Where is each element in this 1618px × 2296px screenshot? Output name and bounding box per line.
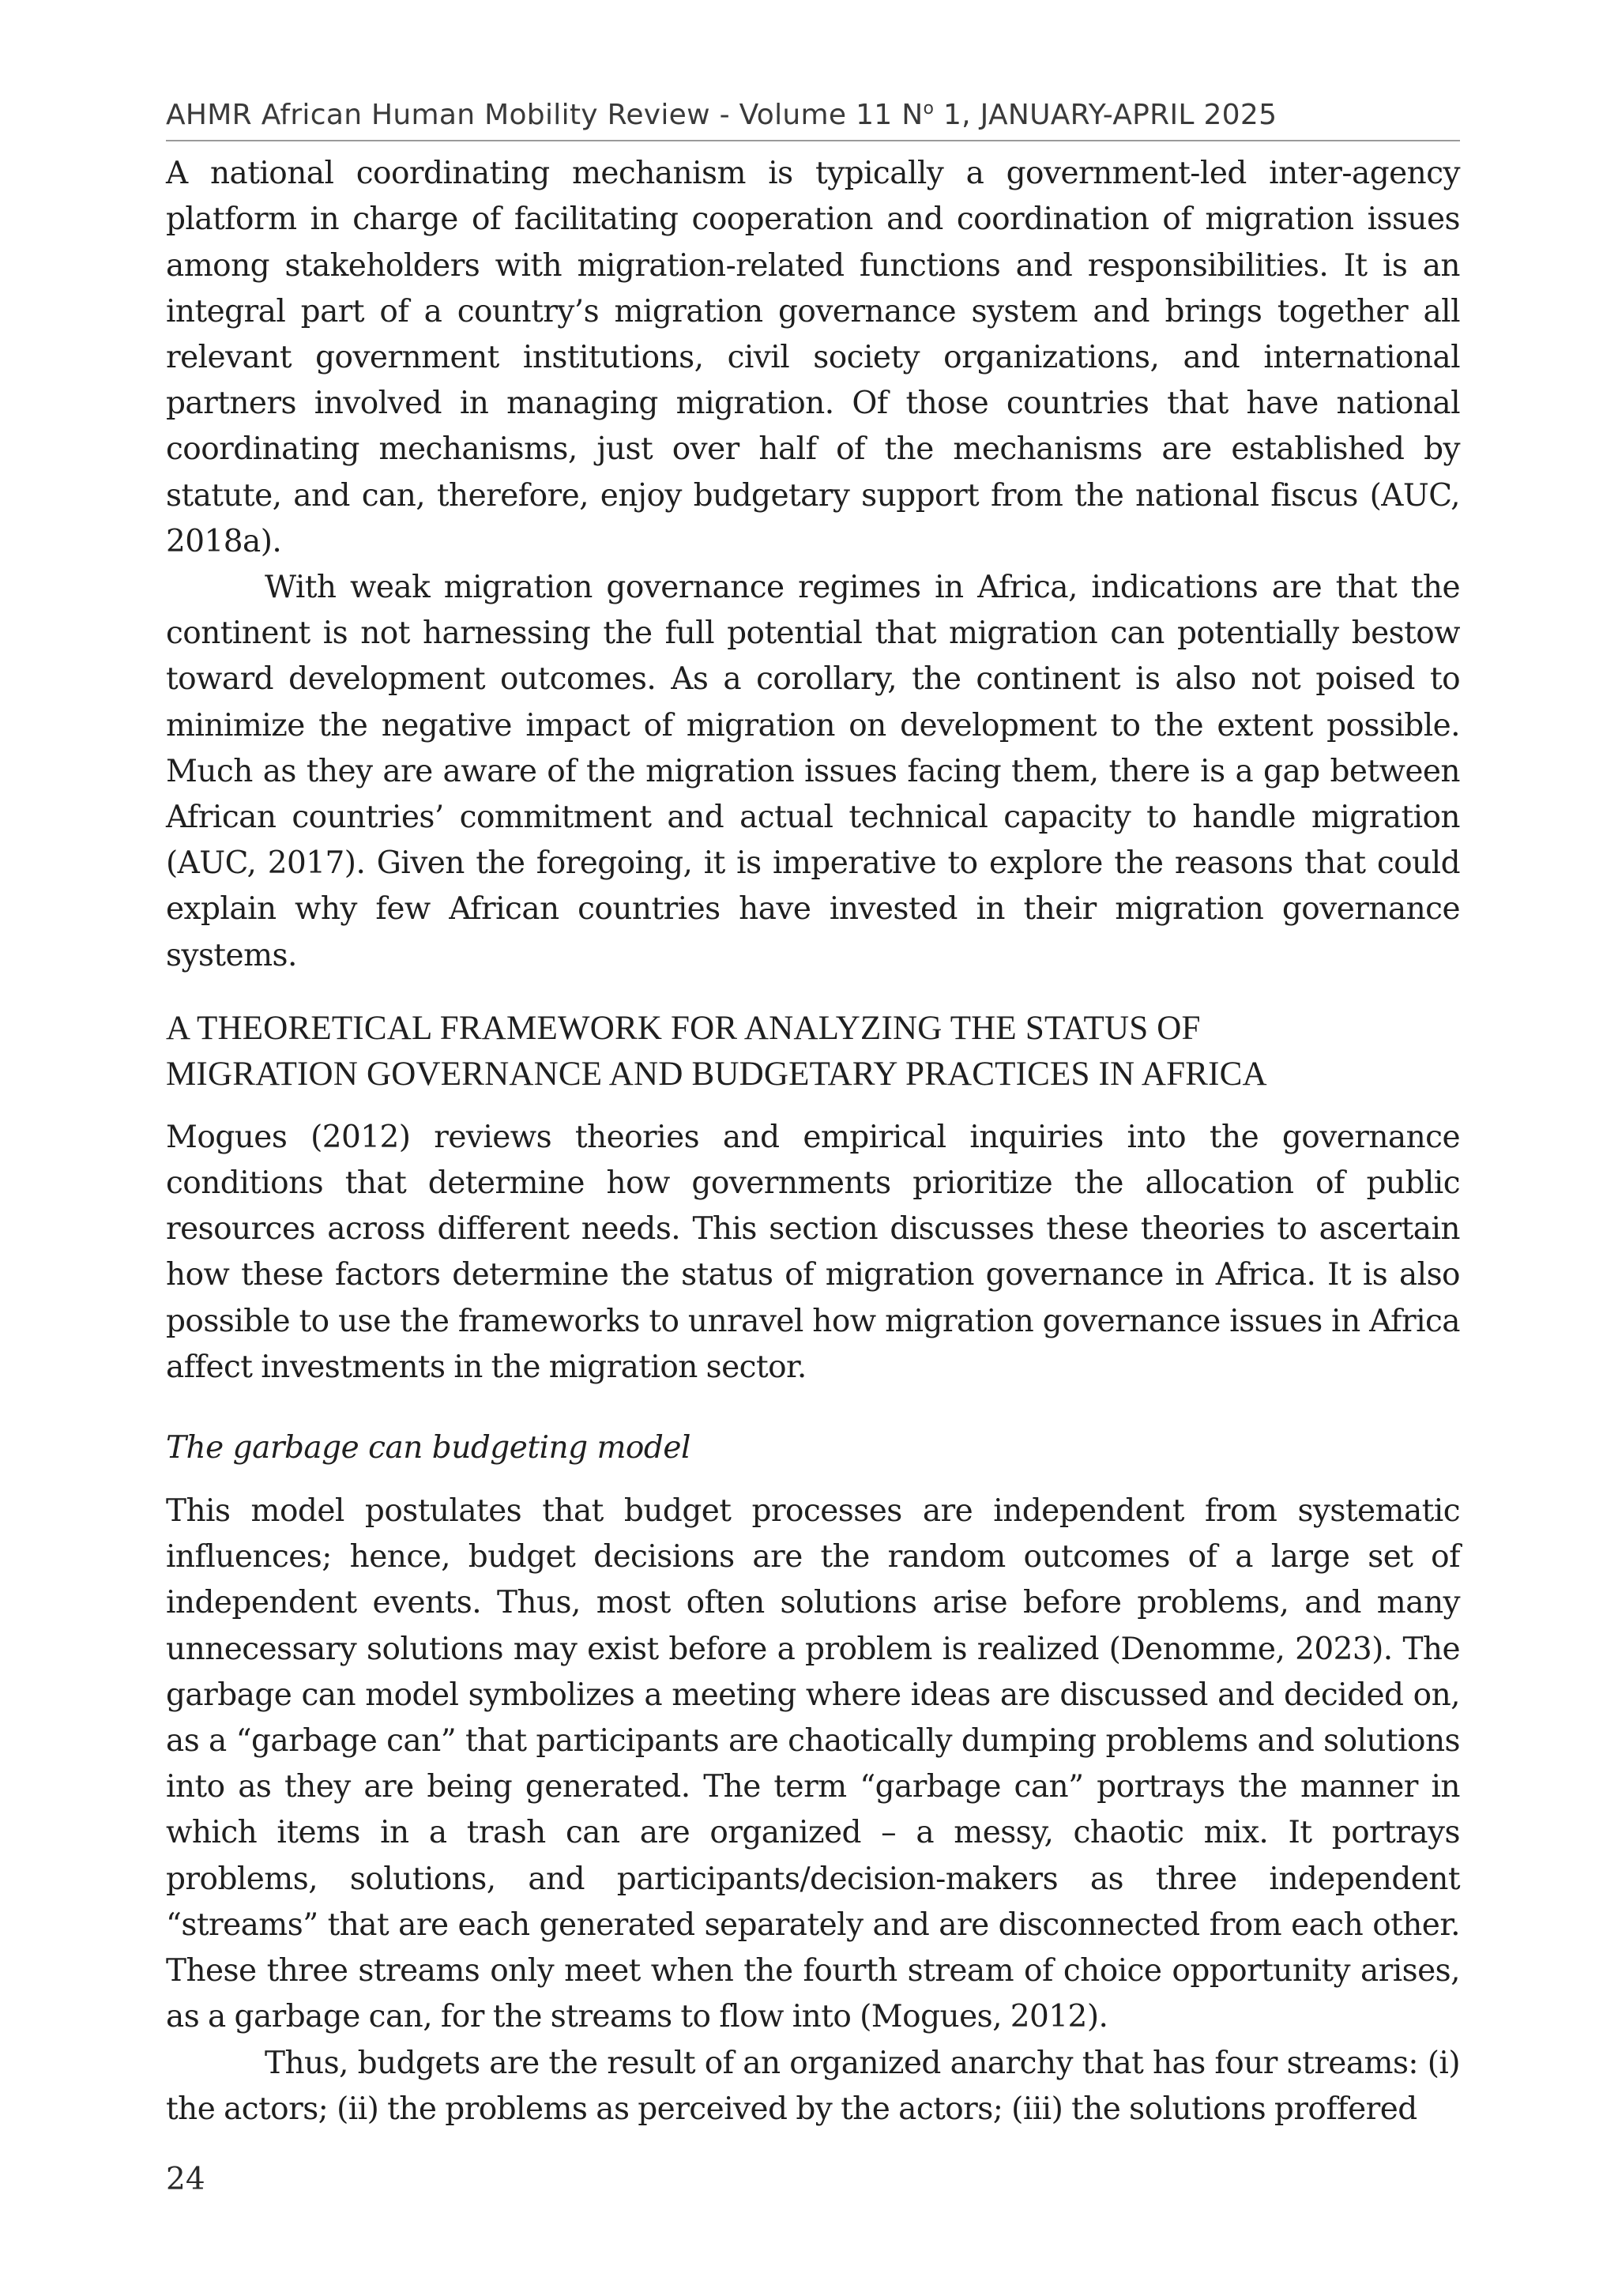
section-heading-line-1: A THEORETICAL FRAMEWORK FOR ANALYZING THE STATUS OF <box>166 1009 1201 1047</box>
section-heading <box>166 1006 1460 1097</box>
journal-issue: 1, JANUARY-APRIL 2025 <box>934 99 1277 131</box>
subsection-heading: The garbage can budgeting model <box>166 1430 690 1466</box>
journal-title: AHMR African Human Mobility Review - Volume 11 N <box>166 99 924 131</box>
paragraph-garbage-can-model: This model postulates that budget processes are independent from systematic influences; hence, budget decisions are the random outcomes of a large set of independent events. Thus, most often solutions arise before problems, and many unnecessary solutions may exist before a problem is realized (Denomme, 2023). The garbage can model symbolizes a meeting where ideas are discussed and decided on, as a “garbage can” that participants are chaotically dumping problems and solutions into as they are being generated. The term “garbage can” portrays the manner in which items in a trash can are organized – a messy, chaotic mix. It portrays problems, solutions, and participants/decision-makers as three independent “streams” that are each generated separately and are disconnected from each other. These three streams only meet when the fourth stream of choice opportunity arises, as a garbage can, for the streams to flow into (Mogues, 2012). <box>166 1493 1460 2035</box>
page-number: 24 <box>166 2162 205 2197</box>
page-content <box>166 98 1460 2132</box>
number-superscript: o <box>923 99 935 119</box>
paragraph-organized-anarchy: Thus, budgets are the result of an organized anarchy that has four streams: (i) the actors; (ii) the problems as perceived by the actors; (iii) the solutions proffered <box>166 2045 1460 2127</box>
paragraph-coordinating-mechanism: A national coordinating mechanism is typically a government-led inter-agency platform in charge of facilitating cooperation and coordination of migration issues among stakeholders with migration-related functions and responsibilities. It is an integral part of a country’s migration governance system and brings together all relevant government institutions, civil society organizations, and international partners involved in managing migration. Of those countries that have national coordinating mechanisms, just over half of the mechanisms are established by statute, and can, therefore, enjoy budgetary support from the national fiscus (AUC, 2018a). <box>166 156 1460 559</box>
paragraph-mogues-review: Mogues (2012) reviews theories and empirical inquiries into the governance conditions that determine how governments prioritize the allocation of public resources across different needs. This section discusses these theories to ascertain how these factors determine the status of migration governance in Africa. It is also possible to use the frameworks to unravel how migration governance issues in Africa affect investments in the migration sector. <box>166 1119 1460 1385</box>
section-heading-line-2: MIGRATION GOVERNANCE AND BUDGETARY PRACTICES IN AFRICA <box>166 1055 1267 1093</box>
paragraph-weak-governance: With weak migration governance regimes in Africa, indications are that the continent is not harnessing the full potential that migration can potentially bestow toward development outcomes. As a corollary, the continent is also not poised to minimize the negative impact of migration on development to the extent possible. Much as they are aware of the migration issues facing them, there is a gap between African countries’ commitment and actual technical capacity to handle migration (AUC, 2017). Given the foregoing, it is imperative to explore the reasons that could explain why few African countries have invested in their migration governance systems. <box>166 570 1460 973</box>
running-header <box>166 98 1460 141</box>
